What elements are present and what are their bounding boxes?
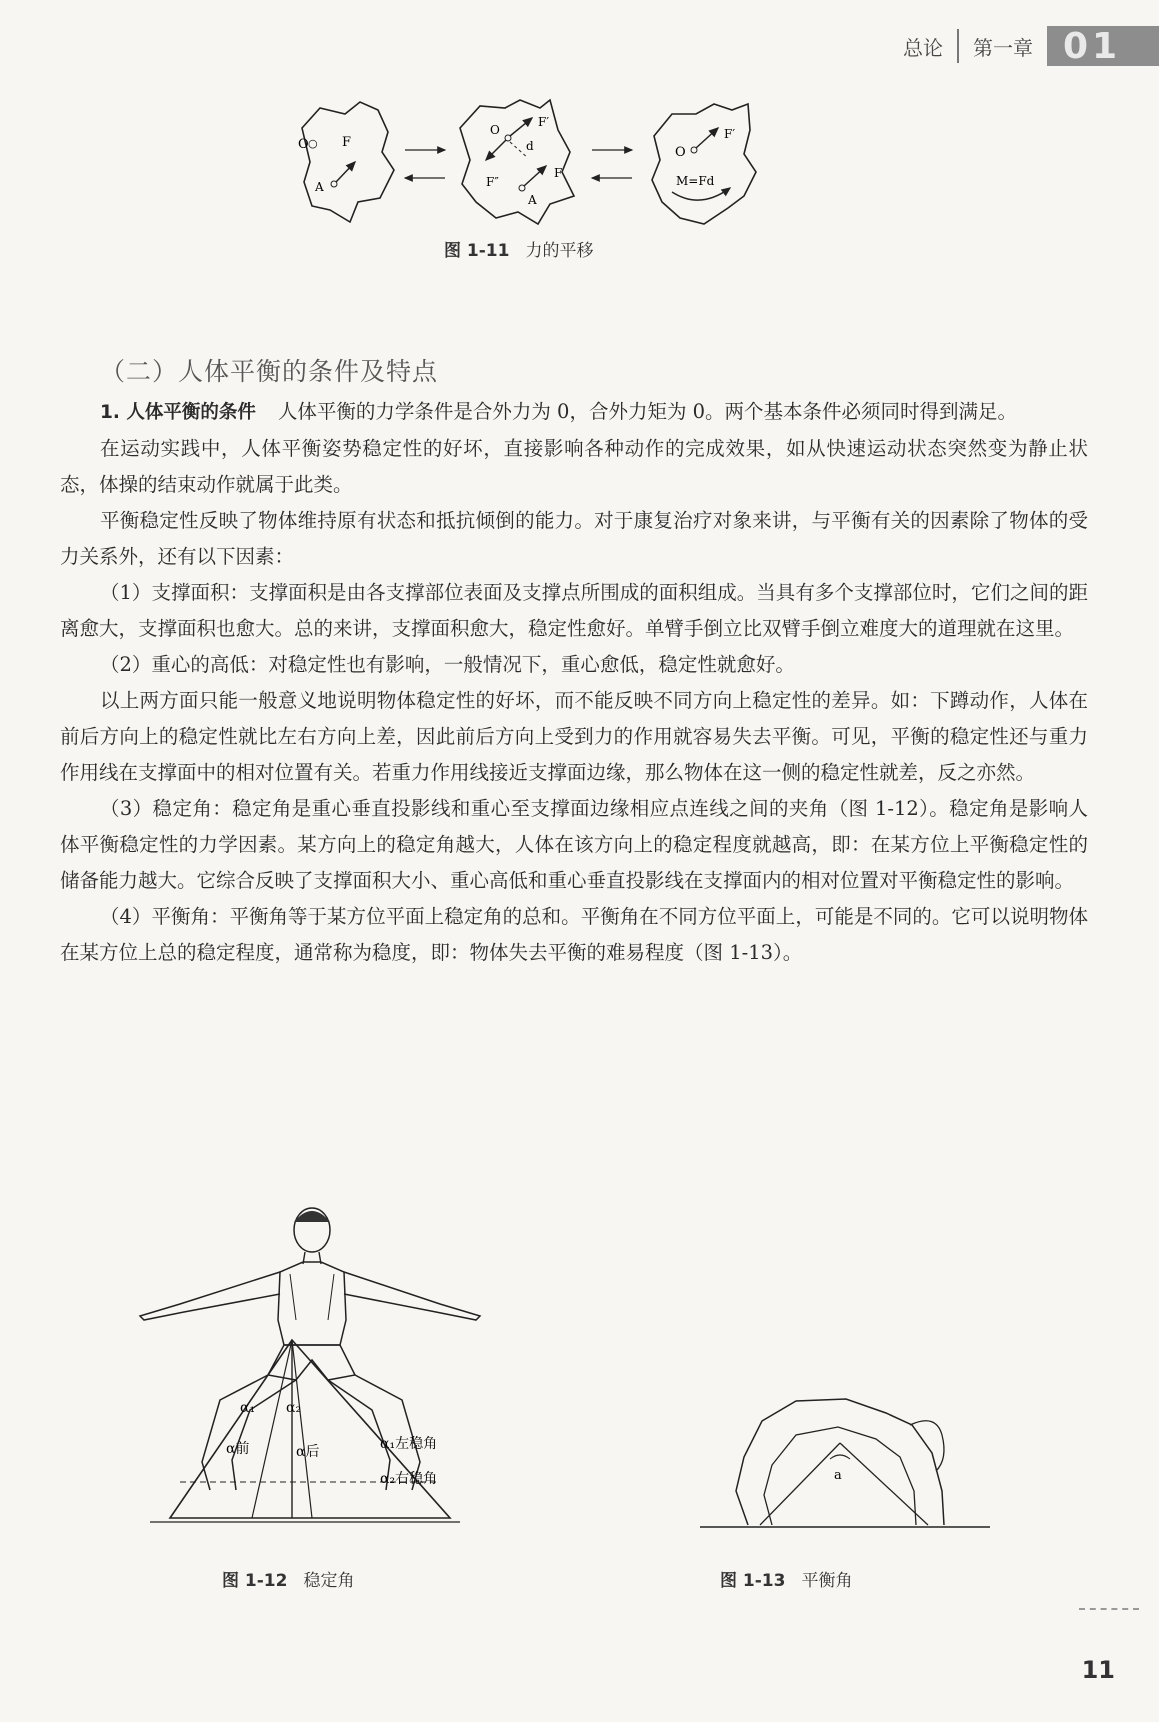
section-heading: （二）人体平衡的条件及特点	[100, 357, 439, 386]
figure-hair	[294, 1211, 330, 1222]
figure-1-13-caption-number: 图 1-13	[720, 1571, 786, 1591]
label-f-2: F	[554, 166, 563, 180]
figure-1-11-caption	[444, 236, 593, 261]
moment-arc	[672, 188, 730, 200]
figure-1-12-caption	[222, 1566, 354, 1591]
paragraph-7: （3）稳定角：稳定角是重心垂直投影线和重心至支撑面边缘相应点连线之间的夹角（图 1-12）。稳定角是影响人体平衡稳定性的力学因素。某方向上的稳定角越大，人体在该方向上的稳定程度就越高，即：在某方位上平衡稳定性的储备能力越大。它综合反映了支撑面积大小、重心高低和重心垂直投影线在支撑面内的相对位置对平衡稳定性的影响。	[60, 797, 1088, 892]
body-text	[60, 394, 1088, 971]
paragraph-3: 平衡稳定性反映了物体维持原有状态和抵抗倾倒的能力。对于康复治疗对象来讲，与平衡有关的因素除了物体的受力关系外，还有以下因素：	[60, 509, 1088, 568]
figure-1-13-caption	[720, 1566, 852, 1591]
figure-1-12-caption-number: 图 1-12	[222, 1571, 288, 1591]
label-f-prime-2: F′	[538, 115, 550, 129]
balance-line-right	[840, 1443, 928, 1525]
page-mark	[1079, 1608, 1139, 1612]
label-a-1: A	[315, 180, 324, 194]
figure-1-12-stability-angle	[140, 1200, 540, 1570]
paragraph-1-text: 人体平衡的力学条件是合外力为 0，合外力矩为 0。两个基本条件必须同时得到满足。	[277, 400, 1018, 423]
figure-1-13-balance-angle	[700, 1395, 1020, 1555]
label-alpha2: α₂	[286, 1400, 302, 1416]
legend-right-stability: α₂右稳角	[380, 1471, 438, 1487]
body-outline-2	[460, 100, 574, 224]
label-f-double-prime-2: F″	[486, 175, 499, 189]
header-section: 总论	[903, 35, 943, 60]
chapter-number-badge: 01	[1047, 26, 1159, 66]
paragraph-1	[60, 394, 1088, 431]
label-o-1: O	[298, 137, 309, 152]
figure-left-arm	[140, 1272, 280, 1320]
paragraph-8: （4）平衡角：平衡角等于某方位平面上稳定角的总和。平衡角在不同方位平面上，可能是不同的。它可以说明物体在某方位上总的稳定程度，通常称为稳度，即：物体失去平衡的难易程度（图 1-13）。	[60, 905, 1088, 964]
force-f-prime-3	[696, 128, 718, 148]
paragraph-6: 以上两方面只能一般意义地说明物体稳定性的好坏，而不能反映不同方向上稳定性的差异。如：下蹲动作，人体在前后方向上的稳定性就比左右方向上差，因此前后方向上受到力的作用就容易失去平衡。可见，平衡的稳定性还与重力作用线在支撑面中的相对位置有关。若重力作用线接近支撑面边缘，那么物体在这一侧的稳定性就差，反之亦然。	[60, 689, 1088, 784]
label-f-prime-3: F′	[724, 127, 736, 141]
label-alpha-front: α前	[226, 1441, 250, 1457]
force-f-double-prime-2	[486, 140, 506, 160]
figure-1-11-caption-text: 力的平移	[525, 241, 594, 261]
figure-1-12-caption-text: 稳定角	[303, 1571, 355, 1591]
label-o-2: O	[490, 123, 500, 137]
figure-1-13-caption-text: 平衡角	[801, 1571, 853, 1591]
force-f-2	[524, 166, 546, 186]
paragraph-2: 在运动实践中，人体平衡姿势稳定性的好坏，直接影响各种动作的完成效果，如从快速运动状态突然变为静止状态，体操的结束动作就属于此类。	[60, 437, 1088, 496]
figure-1-11-force-translation	[300, 100, 760, 230]
figure-1-11-caption-number: 图 1-11	[444, 241, 510, 261]
header-chapter: 第一章	[973, 35, 1033, 60]
body-outline-3	[652, 104, 756, 224]
force-f-1	[336, 162, 355, 182]
force-f-prime-2	[510, 118, 532, 136]
running-header	[903, 26, 1159, 66]
body-outline-1	[302, 102, 394, 222]
figure-left-leg	[202, 1375, 296, 1490]
paragraph-1-lead: 1. 人体平衡的条件	[100, 402, 256, 423]
label-alpha1: α₁	[240, 1400, 256, 1416]
label-o-ring-1: ○	[308, 137, 318, 150]
label-alpha-back: α后	[296, 1444, 320, 1460]
label-o-3: O	[675, 145, 686, 160]
figure-torso	[278, 1262, 346, 1345]
label-a-2: A	[528, 193, 537, 207]
paragraph-4: （1）支撑面积：支撑面积是由各支撑部位表面及支撑点所围成的面积组成。当具有多个支撑部位时，它们之间的距离愈大，支撑面积也愈大。总的来讲，支撑面积愈大，稳定性愈好。单臂手倒立比双臂手倒立难度大的道理就在这里。	[60, 581, 1088, 640]
balance-line-left	[760, 1443, 840, 1525]
paragraph-5: （2）重心的高低：对稳定性也有影响，一般情况下，重心愈低，稳定性就愈好。	[100, 653, 795, 676]
figure-right-arm	[344, 1272, 480, 1320]
label-f-1: F	[342, 135, 352, 150]
label-d-2: d	[526, 139, 534, 153]
header-divider	[957, 29, 959, 63]
legend-left-stability: α₁左稳角	[380, 1436, 438, 1452]
page-number: 11	[1081, 1656, 1115, 1684]
label-moment-3: M=Fd	[676, 174, 715, 188]
label-a: a	[834, 1468, 842, 1483]
